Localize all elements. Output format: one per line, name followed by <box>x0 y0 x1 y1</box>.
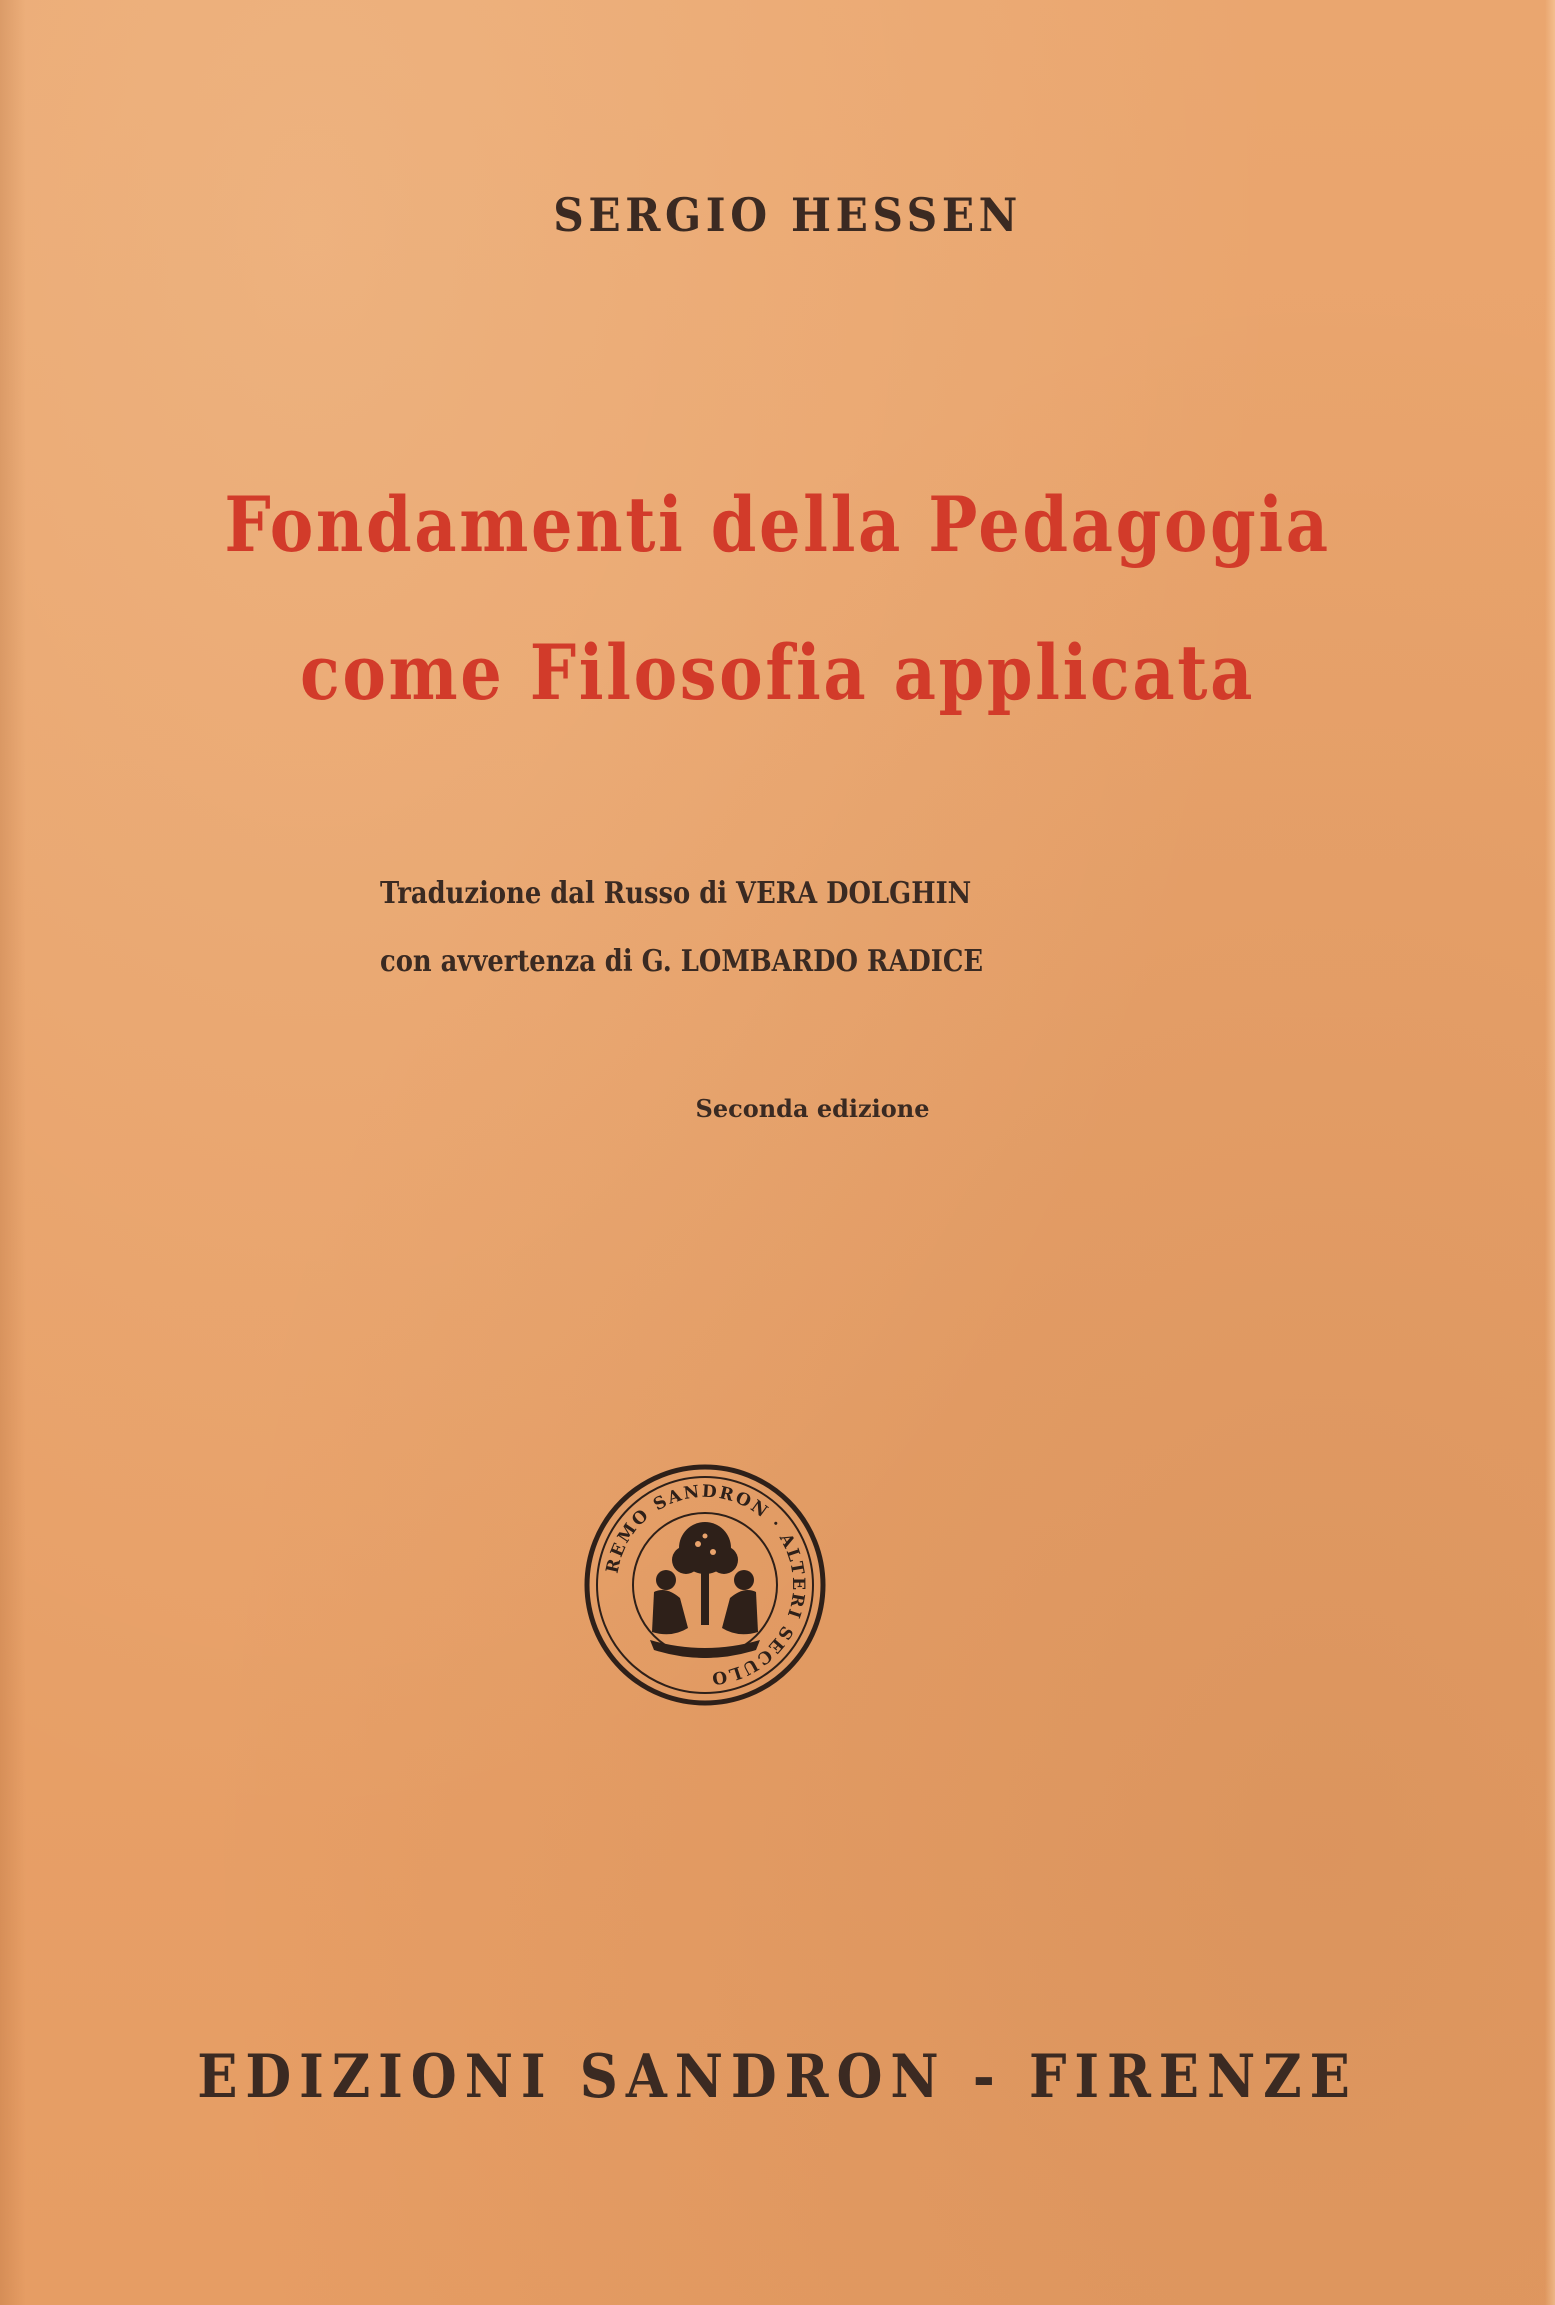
emblem-ring-text: REMO SANDRON · ALTERI SECULO <box>602 1481 809 1689</box>
foreword-credit: con avvertenza di G. LOMBARDO RADICE <box>380 944 984 979</box>
edition-label: Seconda edizione <box>695 1094 930 1123</box>
cover-edge <box>1545 0 1555 2305</box>
author-name: SERGIO HESSEN <box>553 188 1022 242</box>
title-line-2: come Filosofia applicata <box>299 628 1256 717</box>
publisher-imprint: EDIZIONI SANDRON - FIRENZE <box>197 2042 1358 2112</box>
publisher-seal-icon <box>580 1460 830 1710</box>
title-line-1: Fondamenti della Pedagogia <box>224 480 1331 569</box>
publisher-emblem <box>580 1460 830 1710</box>
translation-credit: Traduzione dal Russo di VERA DOLGHIN <box>380 876 972 911</box>
spine-shadow <box>0 0 26 2305</box>
